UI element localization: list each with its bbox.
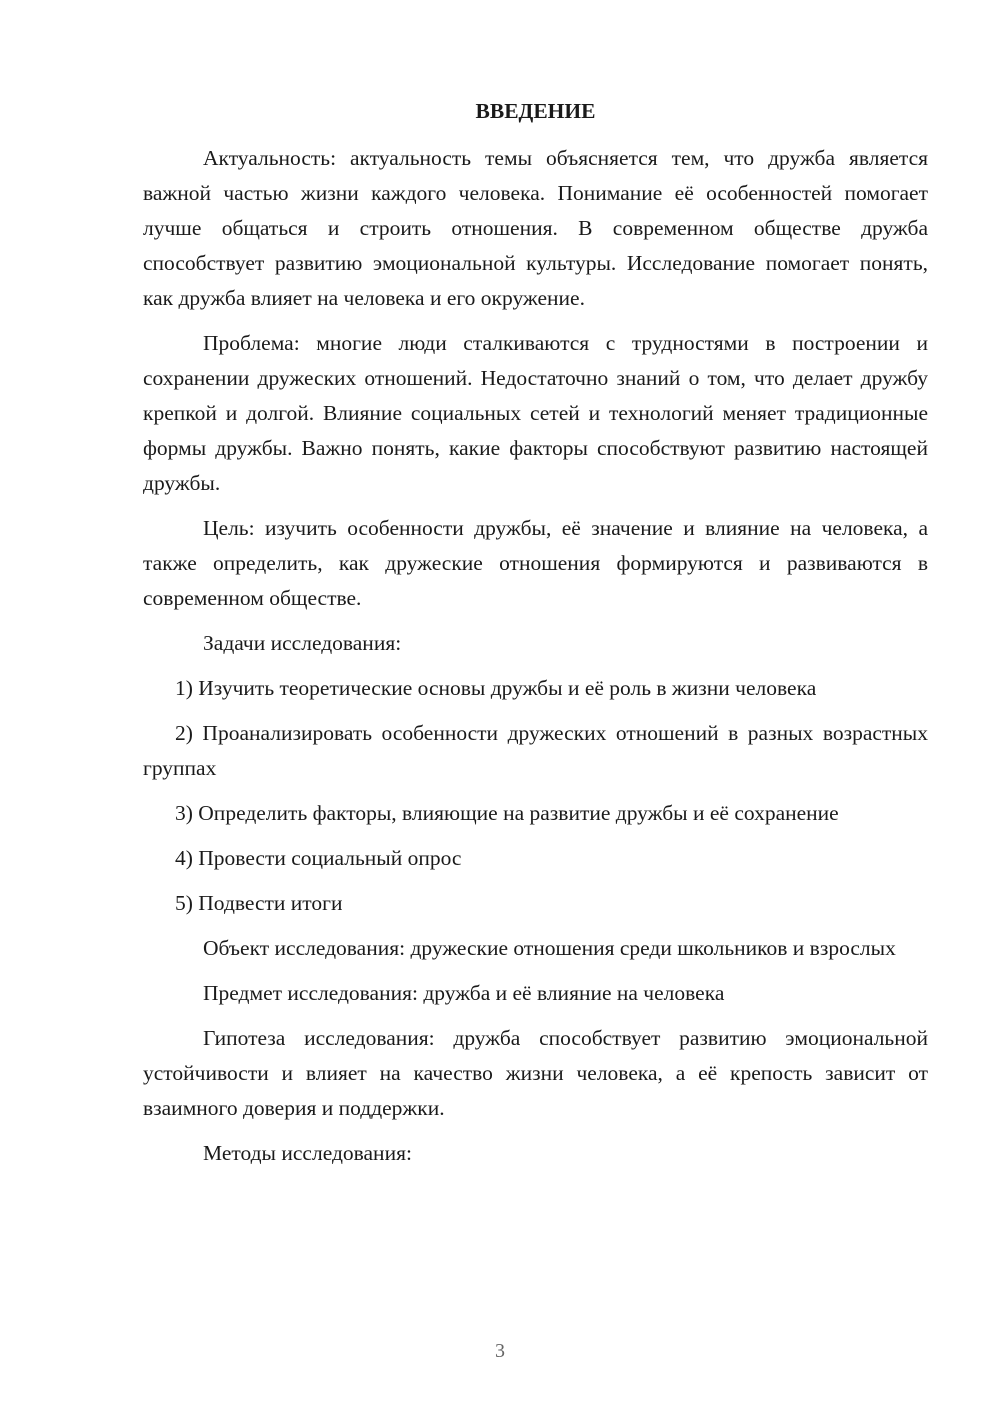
paragraph-subject: Предмет исследования: дружба и её влияние на человека bbox=[203, 981, 725, 1005]
list-item: 2) Проанализировать особенности дружеских отношений в разных возрастных группах bbox=[143, 721, 928, 780]
paragraph-goal: Цель: изучить особенности дружбы, её значение и влияние на человека, а также определить, как дружеские отношения формируются и развиваются в современном обществе. bbox=[143, 516, 928, 610]
paragraph-relevance: Актуальность: актуальность темы объясняется тем, что дружба является важной частью жизни каждого человека. Понимание её особенностей помогает лучше общаться и строить отношения. В современном обществе дружба способствует развитию эмоциональной культуры. Исследование помогает понять, как дружба влияет на человека и его окружение. bbox=[143, 146, 928, 310]
list-item: 4) Провести социальный опрос bbox=[175, 846, 462, 870]
paragraph-problem: Проблема: многие люди сталкиваются с трудностями в построении и сохранении дружеских отношений. Недостаточно знаний о том, что делает дружбу крепкой и долгой. Влияние социальных сетей и технологий меняет традиционные формы дружбы. Важно понять, какие факторы способствуют развитию настоящей дружбы. bbox=[143, 331, 928, 495]
list-item: 3) Определить факторы, влияющие на развитие дружбы и её сохранение bbox=[175, 801, 839, 825]
paragraph-object: Объект исследования: дружеские отношения среди школьников и взрослых bbox=[203, 936, 896, 960]
paragraph-hypothesis: Гипотеза исследования: дружба способствует развитию эмоциональной устойчивости и влияет на качество жизни человека, а её крепость зависит от взаимного доверия и поддержки. bbox=[143, 1026, 928, 1120]
list-item: 1) Изучить теоретические основы дружбы и её роль в жизни человека bbox=[175, 676, 817, 700]
page-number: 3 bbox=[495, 1340, 505, 1362]
paragraph-tasks-heading: Задачи исследования: bbox=[203, 631, 402, 655]
page-title: ВВЕДЕНИЕ bbox=[475, 99, 596, 123]
paragraph-methods-heading: Методы исследования: bbox=[203, 1141, 412, 1165]
list-item: 5) Подвести итоги bbox=[175, 891, 343, 915]
